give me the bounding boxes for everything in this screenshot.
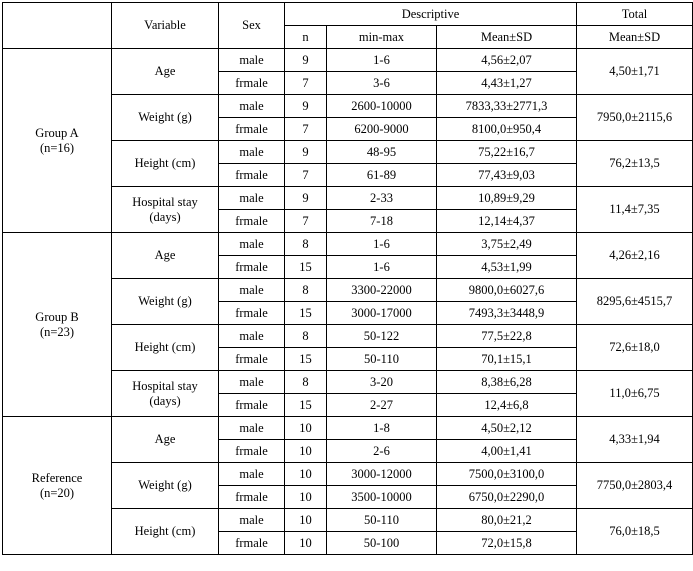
minmax-cell: 3-6: [327, 72, 437, 95]
variable-name-line2: (days): [149, 393, 181, 408]
sex-cell: frmale: [219, 302, 285, 325]
variable-name-line1: Hospital stay: [132, 194, 198, 209]
mean-cell: 8,38±6,28: [437, 371, 577, 394]
n-cell: 7: [285, 164, 327, 187]
total-cell: 11,0±6,75: [577, 371, 693, 417]
minmax-cell: 48-95: [327, 141, 437, 164]
mean-cell: 9800,0±6027,6: [437, 279, 577, 302]
total-cell: 4,50±1,71: [577, 49, 693, 95]
n-cell: 9: [285, 187, 327, 210]
variable-name-line2: (days): [149, 209, 181, 224]
mean-cell: 7493,3±3448,9: [437, 302, 577, 325]
mean-cell: 75,22±16,7: [437, 141, 577, 164]
sex-cell: frmale: [219, 164, 285, 187]
mean-cell: 72,0±15,8: [437, 532, 577, 555]
variable-cell: Age: [112, 49, 219, 95]
header-meansd: Mean±SD: [437, 26, 577, 49]
minmax-cell: 50-110: [327, 348, 437, 371]
mean-cell: 4,43±1,27: [437, 72, 577, 95]
header-n: n: [285, 26, 327, 49]
mean-cell: 12,14±4,37: [437, 210, 577, 233]
minmax-cell: 1-6: [327, 49, 437, 72]
group-cell: [3, 49, 112, 233]
header-total-meansd: Mean±SD: [577, 26, 693, 49]
minmax-cell: 1-6: [327, 256, 437, 279]
group-count: (n=20): [39, 485, 75, 500]
header-minmax: min-max: [327, 26, 437, 49]
sex-cell: frmale: [219, 210, 285, 233]
table-row: [3, 417, 693, 440]
sex-cell: male: [219, 325, 285, 348]
sex-cell: male: [219, 49, 285, 72]
total-cell: 8295,6±4515,7: [577, 279, 693, 325]
mean-cell: 4,53±1,99: [437, 256, 577, 279]
variable-cell: [112, 187, 219, 233]
mean-cell: 4,56±2,07: [437, 49, 577, 72]
sex-cell: male: [219, 417, 285, 440]
minmax-cell: 3-20: [327, 371, 437, 394]
minmax-cell: 1-8: [327, 417, 437, 440]
mean-cell: 7833,33±2771,3: [437, 95, 577, 118]
minmax-cell: 3300-22000: [327, 279, 437, 302]
n-cell: 9: [285, 49, 327, 72]
n-cell: 10: [285, 417, 327, 440]
minmax-cell: 50-122: [327, 325, 437, 348]
variable-name-line1: Hospital stay: [132, 378, 198, 393]
minmax-cell: 2-27: [327, 394, 437, 417]
minmax-cell: 6200-9000: [327, 118, 437, 141]
minmax-cell: 50-110: [327, 509, 437, 532]
variable-cell: Height (cm): [112, 325, 219, 371]
mean-cell: 10,89±9,29: [437, 187, 577, 210]
n-cell: 8: [285, 233, 327, 256]
variable-cell: Height (cm): [112, 509, 219, 555]
n-cell: 10: [285, 509, 327, 532]
mean-cell: 4,50±2,12: [437, 417, 577, 440]
sex-cell: frmale: [219, 394, 285, 417]
total-cell: 76,0±18,5: [577, 509, 693, 555]
n-cell: 15: [285, 256, 327, 279]
sex-cell: male: [219, 187, 285, 210]
sex-cell: male: [219, 233, 285, 256]
statistics-table: [2, 2, 693, 555]
n-cell: 7: [285, 72, 327, 95]
mean-cell: 7500,0±3100,0: [437, 463, 577, 486]
header-variable: Variable: [112, 3, 219, 49]
mean-cell: 80,0±21,2: [437, 509, 577, 532]
minmax-cell: 3000-12000: [327, 463, 437, 486]
minmax-cell: 2600-10000: [327, 95, 437, 118]
header-sex: Sex: [219, 3, 285, 49]
group-name: Group B: [35, 309, 79, 324]
n-cell: 8: [285, 371, 327, 394]
n-cell: 15: [285, 302, 327, 325]
group-count: (n=23): [39, 324, 75, 339]
variable-cell: Age: [112, 233, 219, 279]
sex-cell: male: [219, 141, 285, 164]
sex-cell: frmale: [219, 118, 285, 141]
variable-cell: Height (cm): [112, 141, 219, 187]
mean-cell: 77,43±9,03: [437, 164, 577, 187]
total-cell: 11,4±7,35: [577, 187, 693, 233]
group-cell: [3, 233, 112, 417]
variable-cell: [112, 371, 219, 417]
total-cell: 7750,0±2803,4: [577, 463, 693, 509]
n-cell: 15: [285, 394, 327, 417]
sex-cell: frmale: [219, 440, 285, 463]
minmax-cell: 2-6: [327, 440, 437, 463]
n-cell: 10: [285, 532, 327, 555]
group-name: Group A: [35, 125, 79, 140]
sex-cell: male: [219, 95, 285, 118]
group-name: Reference: [31, 470, 83, 485]
n-cell: 10: [285, 440, 327, 463]
total-cell: 4,33±1,94: [577, 417, 693, 463]
minmax-cell: 1-6: [327, 233, 437, 256]
mean-cell: 12,4±6,8: [437, 394, 577, 417]
group-count: (n=16): [39, 140, 75, 155]
mean-cell: 70,1±15,1: [437, 348, 577, 371]
n-cell: 10: [285, 486, 327, 509]
sex-cell: frmale: [219, 486, 285, 509]
variable-cell: Weight (g): [112, 279, 219, 325]
n-cell: 9: [285, 141, 327, 164]
total-cell: 7950,0±2115,6: [577, 95, 693, 141]
n-cell: 15: [285, 348, 327, 371]
header-total: Total: [577, 3, 693, 26]
sex-cell: male: [219, 509, 285, 532]
sex-cell: male: [219, 279, 285, 302]
mean-cell: 77,5±22,8: [437, 325, 577, 348]
sex-cell: frmale: [219, 348, 285, 371]
sex-cell: frmale: [219, 532, 285, 555]
header-row-1: [3, 3, 693, 26]
n-cell: 8: [285, 279, 327, 302]
header-descriptive: Descriptive: [285, 3, 577, 26]
sex-cell: male: [219, 371, 285, 394]
variable-cell: Age: [112, 417, 219, 463]
n-cell: 10: [285, 463, 327, 486]
mean-cell: 3,75±2,49: [437, 233, 577, 256]
minmax-cell: 3500-10000: [327, 486, 437, 509]
n-cell: 7: [285, 118, 327, 141]
n-cell: 9: [285, 95, 327, 118]
sex-cell: frmale: [219, 72, 285, 95]
sex-cell: male: [219, 463, 285, 486]
minmax-cell: 3000-17000: [327, 302, 437, 325]
n-cell: 8: [285, 325, 327, 348]
minmax-cell: 61-89: [327, 164, 437, 187]
variable-cell: Weight (g): [112, 95, 219, 141]
table-row: [3, 49, 693, 72]
minmax-cell: 50-100: [327, 532, 437, 555]
variable-cell: Weight (g): [112, 463, 219, 509]
mean-cell: 6750,0±2290,0: [437, 486, 577, 509]
table-row: [3, 233, 693, 256]
group-cell: [3, 417, 112, 555]
total-cell: 4,26±2,16: [577, 233, 693, 279]
mean-cell: 8100,0±950,4: [437, 118, 577, 141]
sex-cell: frmale: [219, 256, 285, 279]
mean-cell: 4,00±1,41: [437, 440, 577, 463]
total-cell: 76,2±13,5: [577, 141, 693, 187]
header-empty-cell: [3, 3, 112, 49]
n-cell: 7: [285, 210, 327, 233]
total-cell: 72,6±18,0: [577, 325, 693, 371]
minmax-cell: 7-18: [327, 210, 437, 233]
minmax-cell: 2-33: [327, 187, 437, 210]
